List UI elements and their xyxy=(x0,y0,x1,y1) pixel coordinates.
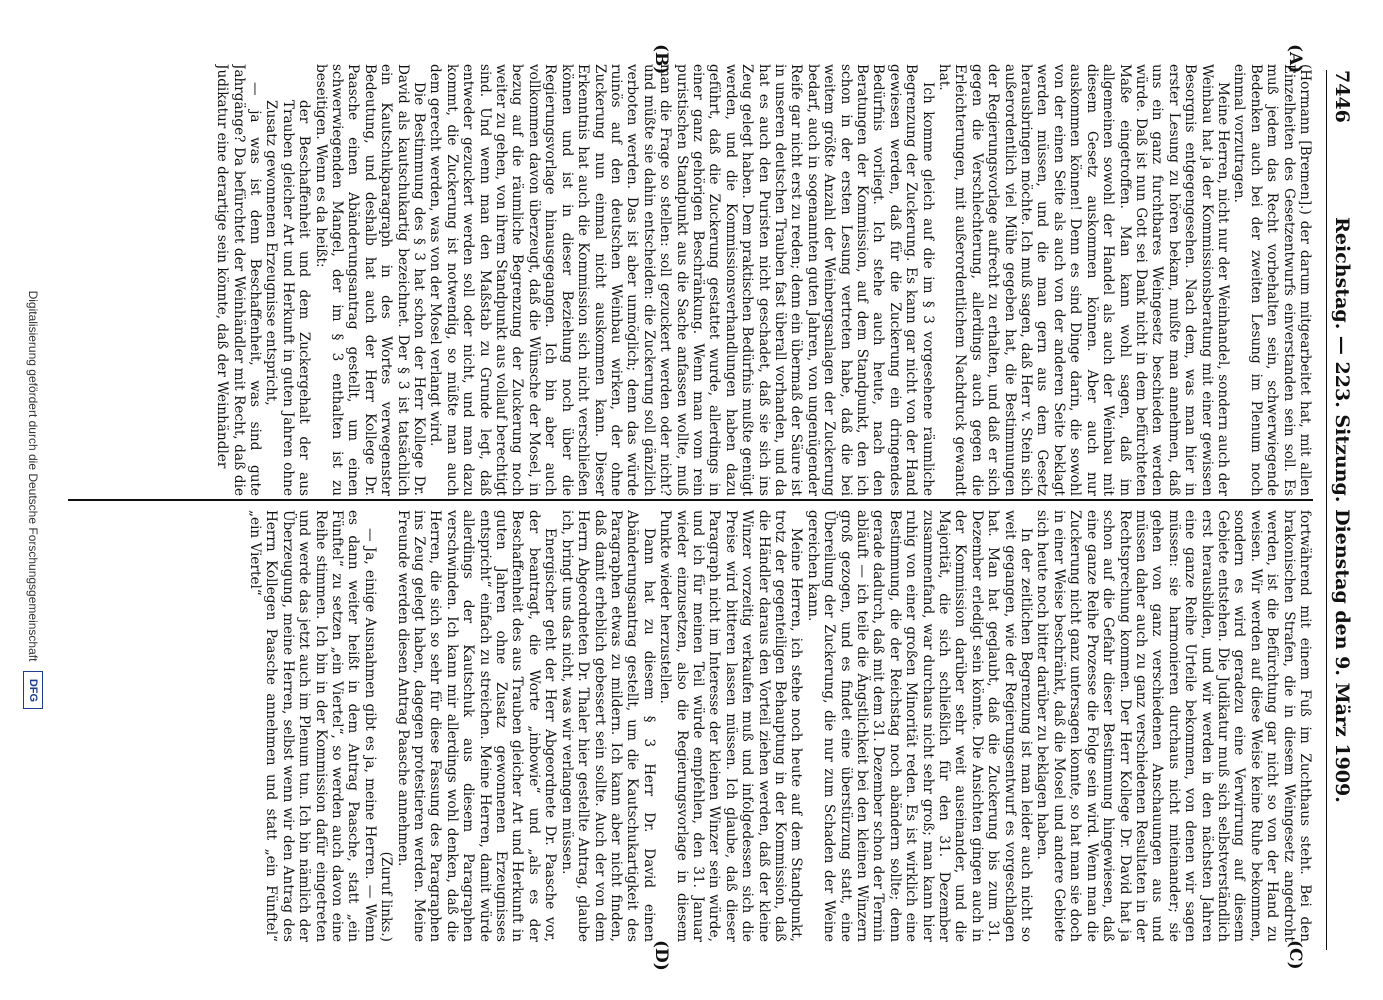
page-number: 7446 xyxy=(1331,70,1353,123)
paragraph: — Ja, einige Ausnahmen gibt es ja, meine Herren. — Wenn es dann weiter heißt in dem Antrag Paasche, statt „ein Fünftel“ zu setzen „ein Viertel“, so werden auch davon eine Reihe stimmen. Ich bin in der Kommission dafür eingetreten und werde das jetzt auch im Plenum tun. Ich bin nämlich der Überzeugung, meine Herren, selbst wenn wir den Antrag des Herrn Kollegen Paasche annehmen und statt „ein Fünftel“ „ein Viertel“ xyxy=(247,510,378,942)
paragraph: Energischer geht der Herr Abgeordnete Dr. Paasche vor, der beantragt, die Worte „inbowie“ und „als es der Beschaffenheit des aus Trauben gleicher Art und Herkunft in guten Jahren ohne Zusatz gewonnenen Erzeugnisses entspricht“ einfach zu streichen. Meine Herren, damit würde allerdings der Kautschuk aus diesem Paragraphen verschwinden. Ich kann mir allerdings wohl denken, daß die Herren, die sich so sehr für diese Fassung des Paragraphen ins Zeug gelegt haben, dagegen protestieren werden. Meine Freunde werden diesen Antrag Paasche annehmen. xyxy=(394,510,559,942)
paragraph: fortwährend mit einem Fuß im Zuchthaus steht. Bei den brakonischen Strafen, die in diesem Weingesetz angedroht werden, ist die Befürchtung gar nicht so von der Hand zu weisen. Wir werden auf diese Weise keine Ruhe bekommen, sondern es wird geradezu eine Verwirrung auf diesem Gebiete entstehen. Die Judikatur muß sich selbstverständlich erst herausbilden, und wir werden in den nächsten Jahren eine ganze Reihe Urteile bekommen, von denen wir sagen müssen: sie harmonieren durchaus nicht miteinander; sie gehen von ganz verschiedenen Anschauungen aus und müssen daher auch zu ganz verschiedenen Resultaten in der Rechtsprechung kommen. Der Herr Kollege Dr. David hat ja schon auf die Gefahr dieser Bestimmung hingewiesen, daß eine ganze Reihe Prozesse die Folge sein wird. Wenn man die Zuckerung nicht ganz untersagen konnte, so hat man sie doch in einer Weise beschränkt, daß die Mosel und andere Gebiete sich heute noch bitter darüber zu beklagen haben. xyxy=(1034,510,1313,942)
paragraph: — ja was ist denn Beschaffenheit, was sind gute Jahrgänge? Da befürchtet der Weinhändler mit Recht, daß die Judikatur eine derartige sein könnte, daß der Weinhändler xyxy=(214,64,263,496)
page-title: Reichstag. — 223. Sitzung. Dienstag den 9. März 1909. xyxy=(1331,217,1353,803)
block-quote: der Beschaffenheit und dem Zuckergehalt der aus Trauben gleicher Art und Herkunft in guten Jahren ohne Zusatz gewonnenen Erzeugnisse entspricht, xyxy=(263,100,313,496)
margin-marker-c: (C) xyxy=(1285,940,1305,970)
paragraph: Meine Herren, nicht nur der Weinhandel, sondern auch der Weinbau hat ja der Kommissionsberatung mit einer gewissen Besorgnis entgegengesehen. Nach dem, was man hier in erster Lesung zu hören bekam, mußte man annehmen, daß uns ein ganz furchtbares Weingesetz beschieden werden würde. Daß ist nun Gott sei Dank nicht in dem befürchteten Maße eingetroffen. Man kann wohl sagen, daß im allgemeinen sowohl der Handel als auch der Weinbau mit diesem Gesetz auskommen können. Aber auch nur auskommen können! Denn es sind Dinge darin, die sowohl von der einen Seite als auch von der anderen Seite beklagt werden müssen, und die man gern aus dem Gesetz herausbringen möchte. Ich muß sagen, daß Herr v. Stein sich außerordentlich viel Mühe gegeben hat, die Bestimmungen der Regierungsvorlage aufrecht zu erhalten, und daß er sich gegen die Verschlechterung, allerdings auch gegen die Erleichterungen, mit außerordentlichem Nachdruck gewandt hat. xyxy=(936,64,1231,496)
paragraph: In der zeitlichen Begrenzung ist man leider auch nicht so weit gegangen, wie der Regierungsentwurf es vorgeschlagen hat. Man hat geglaubt, daß die Zuckerung bis zum 31. Dezember erledigt sein könnte. Die Ansichten gingen auch in der Kommission darüber sehr weit auseinander, und die Majorität, die sich schließlich für den 31. Dezember zusammenfand, war durchaus nicht sehr groß; man kann hier ruhig von einer großen Minorität reden. Es ist wirklich eine Bestimmung, die der Reichstag noch abändern sollte; denn gerade dadurch, daß mit dem 31. Dezember schon der Termin abläuft — ich teile die Ängstlichkeit bei den kleinen Winzern groß gezogen, und es findet eine überstürzung statt, eine Übereilung der Zuckerung, die nur zum Schaden der Weine gereichen kann. xyxy=(804,510,1035,942)
margin-marker-a: (A) xyxy=(1285,44,1305,74)
column-divider xyxy=(68,499,1313,501)
right-column xyxy=(68,510,1313,942)
header-rule xyxy=(1326,70,1327,950)
interjection: (Zuruf links.) xyxy=(378,851,395,942)
paragraph: Dann hat zu diesem § 3 Herr Dr. David einen Abänderungsantrag gestellt, um die Kautschukartigkeit des Paragraphen etwas zu mildern. Ich kann aber nicht finden, daß damit erheblich gebessert sein sollte. Auch der von dem Herrn Abgeordneten Dr. Thaler hier gestellte Antrag, glaube ich, bringt uns das nicht, was wir verlangen müssen. xyxy=(558,510,657,942)
left-column xyxy=(68,64,1313,496)
page-header xyxy=(1331,70,1361,950)
paragraph: Meine Herren, ich stehe noch heute auf dem Standpunkt, trotz der gegenteiligen Behauptung in der Kommission, daß die Händler daraus den Vorteil ziehen werden, daß der kleine Winzer vorzeitig verkaufen muß und infolgedessen sich die Preise wird bitteren lassen müssen. Ich glaube, daß dieser Paragraph nicht im Interesse der kleinen Winzer sein würde, und ich für meinen Teil würde empfehlen, den 31. Januar wieder einzusetzen, also die Regierungsvorlage in diesem Punkte wieder herzustellen. xyxy=(657,510,805,942)
dfg-logo: DFG xyxy=(23,671,43,709)
footer-text: Digitalisierung gefördert durch die Deutsche Forschungsgemeinschaft xyxy=(26,290,40,662)
margin-marker-b: (B) xyxy=(651,44,671,75)
paragraph: (Hormann [Bremen].) der darum mitgearbeitet hat, mit allen Einzelheiten des Gesetzentwurfs einverstanden sein soll. Es muß jedem das Recht vorbehalten sein, schwerwiegende Bedenken auch bei der zweiten Lesung im Plenum noch einmal vorzutragen. xyxy=(1231,64,1313,496)
digitization-footer xyxy=(13,0,53,1000)
paragraph: Die Bestimmung des § 3 hat schon der Herr Kollege Dr. David als kautschukartig bezeichnet. Der § 3 ist tatsächlich ein Kautschukparagraph in des Wortes verwegenster Bedeutung, und deshalb hat auch der Herr Kollege Dr. Paasche einen Abänderungsantrag gestellt, um einen schwerwiegenden Mangel, der im § 3 enthalten ist zu beseitigen. Wenn es da heißt: xyxy=(312,64,428,496)
margin-marker-d: (D) xyxy=(651,940,671,971)
paragraph: Ich komme gleich auf die im § 3 vorgesehene räumliche Begrenzung der Zuckerung. Es kann gar nicht von der Hand gewiesen werden, daß für die Zuckerung ein dringendes Bedürfnis vorliegt. Ich stehe auch heute, nach den Beratungen der Kommission, auf dem Standpunkt, den ich schon in der ersten Lesung vertreten habe, daß die bei weitem größte Anzahl der Weinbergsanlagen der Zuckerung bedarf, auch in sogenannten guten Jahren, von ungenügender Reife gar nicht erst zu reden; denn ein übermaß der Säure ist in unseren deutschen Trauben fast überall vorhanden, und da hat es auch den Puristen nicht geschadet, daß sie sich ins Zeug gelegt haben. Dem praktischen Bedürfnis mußte genügt werden, und die Kommissionsverhandlungen haben dazu geführt, daß die Zuckerung gestattet wurde, allerdings in einer ganz gehörigen Beschränkung. Wenn man vom rein puristischen Standpunkt aus die Sache anfassen wollte, muß man die Frage so stellen: soll gezuckert werden oder nicht? und müßte sie dahin entscheiden: die Zuckerung soll gänzlich verboten werden. Das ist aber unmöglich; denn das würde ruinös auf den deutschen Weinbau wirken, der ohne Zuckerung nun einmal nicht auskommen kann. Dieser Erkenntnis hat auch die Kommission sich nicht verschließen können und ist in dieser Beziehung noch über die Regierungsvorlage hinausgegangen. Ich bin aber auch vollkommen davon überzeugt, daß die Wünsche der Mosel, in bezug auf die räumliche Begrenzung der Zuckerung noch weiter zu gehen, von ihrem Standpunkt aus vollauf berechtigt sind. Und wenn man den Maßstab zu Grunde legt, daß entweder gezuckert werden soll oder nicht, und man dazu kommt, die Zuckerung ist notwendig, so müßte man auch dem gerecht werden, was von der Mosel verlangt wird. xyxy=(427,64,936,496)
